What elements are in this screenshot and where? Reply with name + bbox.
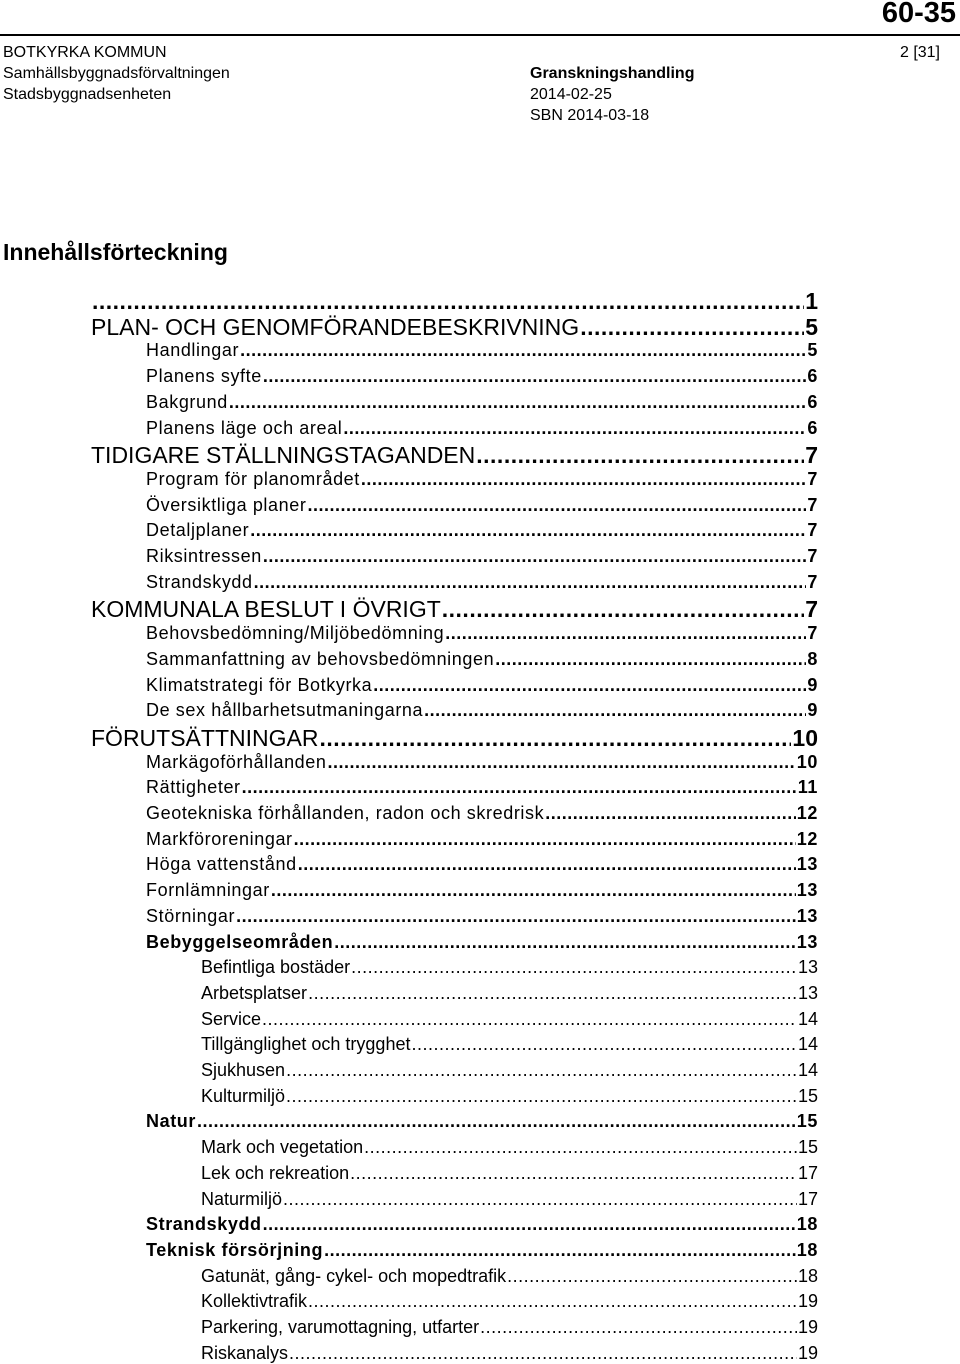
toc-entry[interactable] <box>146 468 818 490</box>
toc-dot-leader <box>294 828 796 850</box>
toc-entry-page: 12 <box>796 803 818 823</box>
toc-entry[interactable] <box>146 853 818 875</box>
toc-dot-leader <box>250 519 806 541</box>
toc-entry-title: KOMMUNALA BESLUT I ÖVRIGT <box>91 596 441 623</box>
toc-dot-leader <box>319 725 791 751</box>
toc-dot-leader <box>229 391 807 413</box>
toc-dot-leader <box>361 468 806 490</box>
toc-dot-leader <box>373 674 806 696</box>
toc-entry[interactable] <box>146 339 818 361</box>
toc-entry-title: Befintliga bostäder <box>201 957 351 978</box>
toc-entry[interactable] <box>146 879 818 901</box>
header-department: Samhällsbyggnadsförvaltningen <box>3 65 230 82</box>
toc-dot-leader <box>262 1008 797 1030</box>
toc-dot-leader <box>289 1342 797 1364</box>
toc-entry[interactable] <box>91 596 818 622</box>
toc-entry-title: Natur <box>146 1111 197 1132</box>
toc-entry-title: Mark och vegetation <box>201 1137 364 1158</box>
toc-entry-page: 14 <box>797 1008 818 1029</box>
toc-entry-title: Bebyggelseområden <box>146 931 334 952</box>
toc-entry-page: 7 <box>807 546 818 566</box>
toc-entry-title: Riksintressen <box>146 546 262 566</box>
toc-entry[interactable] <box>201 1085 818 1107</box>
toc-entry-page: 10 <box>792 724 818 751</box>
toc-entry[interactable] <box>146 1110 818 1132</box>
toc-entry-title: Rättigheter <box>146 777 241 798</box>
toc-entry-page: 11 <box>797 777 818 798</box>
toc-entry-title: Sjukhusen <box>201 1060 286 1080</box>
header-document-type: Granskningshandling <box>530 65 695 82</box>
toc-entry-title: Naturmiljö <box>201 1188 283 1209</box>
toc-dot-leader <box>254 571 807 593</box>
toc-dot-leader <box>324 1239 796 1261</box>
toc-entry[interactable] <box>146 545 818 567</box>
toc-entry-title: Översiktliga planer <box>146 494 307 515</box>
toc-entry[interactable] <box>201 1136 818 1158</box>
toc-entry-page: 9 <box>807 674 818 695</box>
toc-entry-title: Behovsbedömning/Miljöbedömning <box>146 623 445 644</box>
toc-entry-page: 15 <box>797 1137 818 1158</box>
toc-entry-page: 13 <box>796 854 818 875</box>
toc-entry-title: De sex hållbarhetsutmaningarna <box>146 700 424 721</box>
toc-entry-page: 6 <box>807 391 818 412</box>
toc-entry-page: 19 <box>797 1317 818 1337</box>
toc-entry-page: 7 <box>805 596 818 623</box>
toc-entry-title: Kollektivtrafik <box>201 1291 308 1312</box>
toc-dot-leader <box>507 1265 797 1287</box>
toc-entry-title: Service <box>201 1008 262 1029</box>
toc-entry[interactable] <box>146 365 818 387</box>
toc-dot-leader <box>580 314 804 340</box>
toc-entry-page: 9 <box>807 700 818 721</box>
toc-entry-page: 5 <box>807 340 818 361</box>
toc-dot-leader <box>286 1085 797 1107</box>
toc-entry[interactable] <box>201 982 818 1004</box>
toc-entry-title: Teknisk försörjning <box>146 1239 324 1260</box>
toc-entry[interactable] <box>201 1316 818 1338</box>
toc-entry-title: Höga vattenstånd <box>146 854 297 875</box>
toc-dot-leader <box>271 879 796 901</box>
toc-entry[interactable] <box>146 751 818 773</box>
toc-entry-page: 7 <box>807 571 818 592</box>
toc-entry[interactable] <box>146 1239 818 1261</box>
toc-entry-page: 13 <box>796 931 818 952</box>
toc-dot-leader <box>364 1136 797 1158</box>
toc-entry-page: 5 <box>805 313 818 340</box>
toc-entry[interactable] <box>201 1059 818 1081</box>
toc-dot-leader <box>263 545 807 567</box>
toc-entry-page: 13 <box>796 905 818 926</box>
toc-entry-page: 14 <box>797 1034 818 1055</box>
toc-entry[interactable] <box>201 956 818 978</box>
toc-entry[interactable] <box>146 519 818 541</box>
toc-dot-leader <box>298 853 796 875</box>
toc-entry-page: 19 <box>797 1342 818 1363</box>
toc-entry[interactable] <box>146 802 818 824</box>
toc-entry-page: 7 <box>805 442 818 469</box>
toc-dot-leader <box>411 1033 797 1055</box>
toc-dot-leader <box>283 1188 797 1210</box>
toc-entry[interactable] <box>146 699 818 721</box>
toc-entry-page: 12 <box>796 828 818 849</box>
toc-dot-leader <box>350 1162 797 1184</box>
toc-entry-title: TIDIGARE STÄLLNINGSTAGANDEN <box>91 442 476 469</box>
toc-entry[interactable] <box>146 1213 818 1235</box>
toc-entry-page: 15 <box>796 1111 818 1132</box>
toc-entry-title: Störningar <box>146 905 236 926</box>
toc-dot-leader <box>351 956 797 978</box>
toc-dot-leader <box>445 622 806 644</box>
toc-dot-leader <box>286 1059 797 1081</box>
toc-entry-title: Tillgänglighet och trygghet <box>201 1034 411 1055</box>
toc-entry-page: 6 <box>807 366 818 387</box>
toc-entry-title: Riskanalys <box>201 1342 289 1363</box>
toc-entry-page: 7 <box>807 623 818 644</box>
toc-dot-leader <box>197 1110 796 1132</box>
toc-dot-leader <box>476 442 804 468</box>
toc-entry-title: Geotekniska förhållanden, radon och skredrisk <box>146 803 545 823</box>
toc-entry-page: 7 <box>807 520 818 541</box>
toc-entry-title: Parkering, varumottagning, utfarter <box>201 1317 480 1337</box>
toc-entry-page: 14 <box>797 1060 818 1080</box>
toc-dot-leader <box>308 982 797 1004</box>
toc-entry-title: Klimatstrategi för Botkyrka <box>146 674 373 695</box>
toc-entry[interactable] <box>146 931 818 953</box>
header-rule <box>0 34 960 36</box>
header-sbn-date: SBN 2014-03-18 <box>530 107 650 124</box>
toc-entry-title: Gatunät, gång- cykel- och mopedtrafik <box>201 1265 507 1286</box>
toc-entry[interactable] <box>146 494 818 516</box>
toc-dot-leader <box>307 494 806 516</box>
toc-entry-title: PLAN- OCH GENOMFÖRANDEBESKRIVNING <box>91 313 580 340</box>
toc-entry[interactable] <box>201 1008 818 1030</box>
header-organization: BOTKYRKA KOMMUN <box>3 44 167 61</box>
toc-entry-page: 18 <box>796 1214 818 1235</box>
toc-entry[interactable] <box>146 648 818 670</box>
toc-entry[interactable] <box>201 1188 818 1210</box>
toc-entry[interactable] <box>146 622 818 644</box>
toc-entry-title: Handlingar <box>146 340 240 361</box>
toc-entry-title: FÖRUTSÄTTNINGAR <box>91 724 319 751</box>
toc-entry-page: 10 <box>796 751 818 772</box>
toc-dot-leader <box>545 802 796 824</box>
toc-entry-page: 13 <box>797 982 818 1003</box>
toc-entry[interactable] <box>201 1342 818 1364</box>
toc-dot-leader <box>343 417 806 439</box>
toc-dot-leader <box>308 1290 797 1312</box>
toc-dot-leader <box>424 699 806 721</box>
toc-entry-title: Arbetsplatser <box>201 982 308 1003</box>
toc-entry[interactable] <box>146 776 818 798</box>
toc-dot-leader <box>240 339 806 361</box>
toc-entry-page: 7 <box>807 468 818 489</box>
toc-entry[interactable] <box>91 725 818 751</box>
toc-entry[interactable] <box>146 828 818 850</box>
toc-entry-title: Lek och rekreation <box>201 1162 350 1183</box>
toc-dot-leader <box>480 1316 797 1338</box>
toc-entry-title: Fornlämningar <box>146 880 270 901</box>
toc-entry-title: Markföroreningar <box>146 828 293 849</box>
toc-entry-title: Markägoförhållanden <box>146 751 327 772</box>
document-stamp: 60-35 <box>881 0 956 29</box>
header-unit: Stadsbyggnadsenheten <box>3 86 172 103</box>
toc-entry-page: 17 <box>797 1188 818 1209</box>
toc-entry-title: Sammanfattning av behovsbedömningen <box>146 648 495 669</box>
toc-entry-page: 17 <box>797 1162 818 1183</box>
toc-entry-title: Strandskydd <box>146 1214 262 1235</box>
toc-entry-page: 8 <box>807 648 818 669</box>
toc-entry[interactable] <box>91 314 818 340</box>
toc-entry-page: 1 <box>805 288 818 314</box>
toc-entry-title: Detaljplaner <box>146 520 250 541</box>
toc-entry-title: Strandskydd <box>146 571 253 592</box>
toc-entry-page: 18 <box>797 1265 818 1286</box>
toc-entry[interactable] <box>201 1290 818 1312</box>
toc-dot-leader <box>328 751 796 773</box>
toc-dot-leader <box>495 648 806 670</box>
toc-dot-leader <box>263 1213 796 1235</box>
toc-entry[interactable] <box>201 1162 818 1184</box>
toc-dot-leader <box>242 776 797 798</box>
toc-entry[interactable] <box>146 905 818 927</box>
toc-entry[interactable] <box>146 417 818 439</box>
header-page-number: 2 [31] <box>899 44 940 61</box>
toc-entry-title: Program för planområdet <box>146 468 360 489</box>
toc-entry-page: 13 <box>796 880 818 901</box>
toc-entry-page: 15 <box>797 1085 818 1106</box>
toc-dot-leader <box>263 365 807 387</box>
toc-entry[interactable] <box>146 571 818 593</box>
toc-entry[interactable] <box>91 442 818 468</box>
toc-entry-page: 13 <box>797 957 818 978</box>
toc-entry-title: Bakgrund <box>146 391 228 412</box>
toc-entry[interactable] <box>146 674 818 696</box>
toc-entry-page: 19 <box>797 1291 818 1312</box>
toc-dot-leader <box>334 931 796 953</box>
toc-entry[interactable] <box>91 288 818 314</box>
toc-entry-page: 7 <box>807 494 818 515</box>
toc-entry[interactable] <box>201 1265 818 1287</box>
toc-entry[interactable] <box>201 1033 818 1055</box>
toc-entry-page: 18 <box>796 1239 818 1260</box>
toc-dot-leader <box>236 905 796 927</box>
toc-entry-page: 6 <box>807 417 818 438</box>
toc-entry[interactable] <box>146 391 818 413</box>
toc-dot-leader <box>92 288 804 314</box>
toc-entry-title: Planens läge och areal <box>146 417 343 438</box>
toc-dot-leader <box>442 596 804 622</box>
toc-entry-title: Kulturmiljö <box>201 1085 286 1106</box>
toc-title: Innehållsförteckning <box>3 239 228 265</box>
header-date: 2014-02-25 <box>530 86 612 103</box>
toc-entry-title: Planens syfte <box>146 366 262 387</box>
